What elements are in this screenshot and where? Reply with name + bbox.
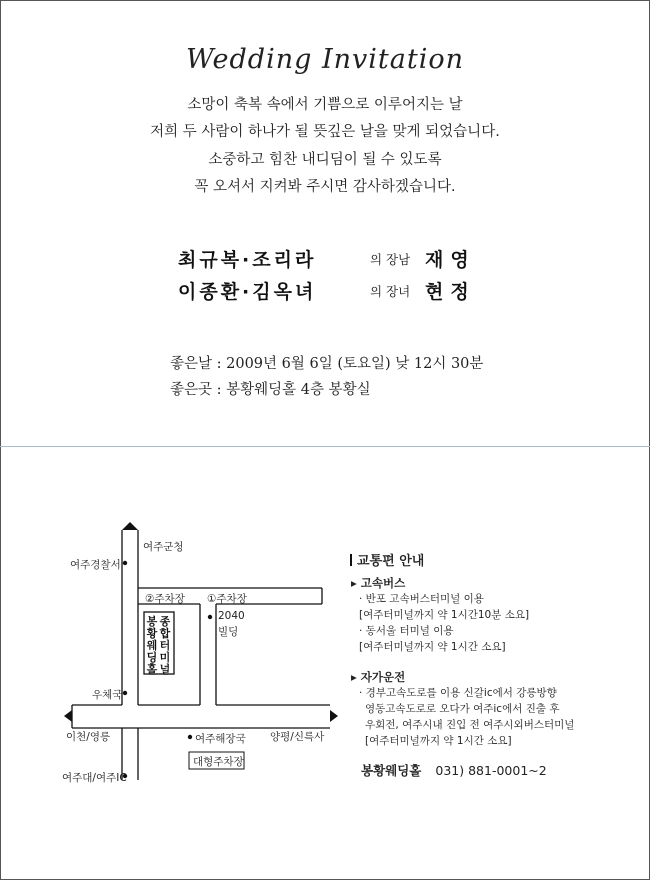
- car-line-3: 우회전, 여주시내 진입 전 여주시외버스터미널: [365, 719, 575, 731]
- car-line-2: 영동고속도로로 오다가 여주ic에서 진출 후: [365, 703, 560, 715]
- car-section-title: ▸ 자가운전: [351, 670, 406, 684]
- bride-parents: 이종환·김옥녀: [178, 281, 317, 303]
- terminal-char: 딩: [146, 651, 158, 664]
- bride-name: 현정: [425, 281, 476, 303]
- map-roads: [0, 520, 345, 790]
- bus-line-4: [여주터미널까지 약 1시간 소요]: [359, 641, 506, 653]
- terminal-char: 널: [159, 663, 171, 676]
- terminal-char: 합: [159, 627, 171, 640]
- label-2040: 2040: [218, 610, 245, 622]
- phone-number[interactable]: 031) 881-0001~2: [435, 763, 547, 778]
- label-yangpyeong: 양평/신륵사: [270, 731, 325, 743]
- groom-parents: 최규복·조리라: [178, 249, 317, 271]
- contact-line: [361, 761, 547, 779]
- label-post-office: 우체국: [92, 689, 123, 701]
- terminal-char: 봉: [146, 615, 158, 628]
- terminal-char: 터: [159, 639, 171, 652]
- bride-relation: 의 장녀: [370, 284, 411, 299]
- car-title-text: 자가운전: [360, 670, 406, 684]
- greeting-line-1: 소망이 축복 속에서 기쁨으로 이루어지는 날: [187, 97, 463, 113]
- location-map: [0, 520, 345, 790]
- heading-bar: [350, 554, 352, 566]
- label-county-office: 여주군청: [143, 541, 184, 553]
- police-dot: [123, 561, 127, 565]
- terminal-col-2: [159, 616, 171, 676]
- bus-line-1: · 반포 고속버스터미널 이용: [359, 593, 484, 605]
- greeting-line-2: 저희 두 사람이 하나가 될 뜻깊은 날을 맞게 되었습니다.: [150, 124, 500, 140]
- label-building: 빌딩: [218, 626, 239, 638]
- bus-line-3: · 동서울 터미널 이용: [359, 625, 454, 637]
- greeting-line-4: 꼭 오셔서 지켜봐 주시면 감사하겠습니다.: [194, 179, 456, 195]
- post-office-dot: [123, 691, 127, 695]
- label-large-parking: 대형주차장: [193, 756, 244, 768]
- car-line-4: [여주터미널까지 약 1시간 소요]: [365, 735, 512, 747]
- terminal-char: 황: [146, 627, 158, 640]
- invitation-title: Wedding Invitation: [185, 44, 464, 75]
- terminal-char: 웨: [146, 639, 158, 652]
- bus-title-text: 고속버스: [360, 576, 406, 590]
- bus-section-title: ▸ 고속버스: [351, 576, 406, 590]
- groom-relation: 의 장남: [370, 252, 411, 267]
- wedding-date: 좋은날 : 2009년 6월 6일 (토요일) 낮 12시 30분: [170, 356, 484, 372]
- label-icheon: 이천/영릉: [66, 731, 111, 743]
- groom-name: 재영: [425, 249, 476, 271]
- terminal-char: 미: [159, 651, 171, 664]
- label-haejangguk: 여주해장국: [195, 733, 246, 745]
- bus-line-2: [여주터미널까지 약 1시간10분 소요]: [359, 609, 530, 621]
- terminal-col-1: [146, 616, 158, 676]
- terminal-char: 홀: [146, 663, 158, 676]
- transport-heading-text: 교통편 안내: [357, 554, 425, 569]
- wedding-place: 좋은곳 : 봉황웨딩홀 4층 봉황실: [170, 382, 371, 398]
- label-ic: 여주대/여주IC: [62, 772, 127, 784]
- label-parking-1: ①주차장: [207, 593, 247, 605]
- haejangguk-dot: [188, 735, 192, 739]
- fold-line: [0, 446, 650, 447]
- label-police: 여주경찰서: [70, 559, 121, 571]
- building-dot: [208, 615, 212, 619]
- hall-name: 봉황웨딩홀: [361, 763, 422, 778]
- greeting-line-3: 소중하고 힘찬 내디딤이 될 수 있도록: [208, 152, 442, 168]
- label-parking-2: ②주차장: [145, 593, 185, 605]
- transport-heading: [350, 550, 424, 569]
- car-line-1: · 경부고속도로를 이용 신갈ic에서 강릉방향: [359, 687, 557, 699]
- terminal-char: 종: [159, 615, 171, 628]
